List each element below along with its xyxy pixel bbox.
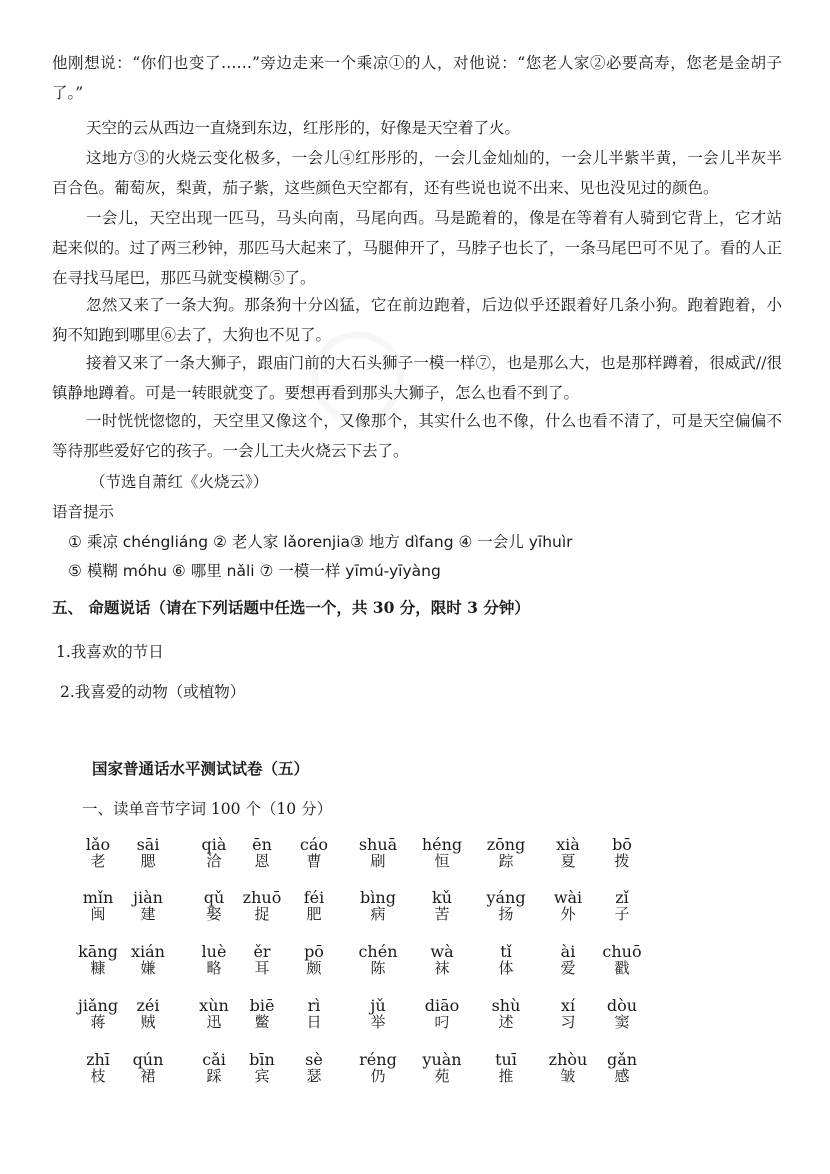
- syllable-character: 鳖: [254, 1013, 270, 1031]
- syllable-pinyin: biē: [249, 996, 275, 1015]
- syllable-cell: [118, 1051, 178, 1085]
- test-title: 国家普通话水平测试试卷（五）: [92, 759, 310, 778]
- syllable-pinyin: jiǎng: [77, 996, 119, 1015]
- syllable-character: 建: [140, 905, 156, 923]
- syllable-cell: [412, 836, 472, 870]
- syllable-pinyin: sāi: [136, 835, 160, 854]
- syllable-pinyin: xí: [560, 996, 576, 1015]
- syllable-pinyin: chén: [358, 942, 398, 961]
- syllable-cell: [348, 943, 408, 977]
- syllable-pinyin: bō: [612, 835, 632, 854]
- syllable-pinyin: dòu: [606, 996, 638, 1015]
- syllable-cell: [232, 1051, 292, 1085]
- syllable-character: 略: [206, 959, 222, 977]
- syllable-cell: [538, 1051, 598, 1085]
- syllable-character: 感: [614, 1067, 630, 1085]
- syllable-pinyin: qià: [201, 835, 227, 854]
- syllable-character: 外: [560, 905, 576, 923]
- syllable-character: 枝: [90, 1067, 106, 1085]
- syllable-character: 刷: [370, 852, 386, 870]
- syllable-pinyin: xùn: [199, 996, 229, 1015]
- syllable-pinyin: zhī: [86, 1050, 110, 1069]
- syllable-character: 袜: [434, 959, 450, 977]
- syllable-cell: [118, 997, 178, 1031]
- syllable-character: 肥: [306, 905, 322, 923]
- syllable-character: 曹: [306, 852, 322, 870]
- syllable-cell: [592, 889, 652, 923]
- syllable-cell: [348, 889, 408, 923]
- syllable-cell: [592, 836, 652, 870]
- syllable-pinyin: mǐn: [82, 888, 114, 907]
- passage-paragraph-5: 忽然又来了一条大狗。那条狗十分凶猛，它在前边跑着，后边似乎还跟着好几条小狗。跑着跑着，小狗不知跑到哪里⑥去了，大狗也不见了。: [52, 296, 782, 344]
- syllable-pinyin: pō: [304, 942, 324, 961]
- syllable-character: 腮: [140, 852, 156, 870]
- syllable-cell: [232, 889, 292, 923]
- syllable-pinyin: jǔ: [370, 996, 386, 1015]
- syllable-pinyin: féi: [303, 888, 325, 907]
- syllable-cell: [538, 889, 598, 923]
- syllable-character: 仍: [370, 1067, 386, 1085]
- syllable-pinyin: lǎo: [85, 835, 111, 854]
- syllable-pinyin: cáo: [299, 835, 329, 854]
- syllable-character: 习: [560, 1013, 576, 1031]
- syllable-cell: [284, 943, 344, 977]
- syllable-character: 叼: [434, 1013, 450, 1031]
- syllable-cell: [118, 889, 178, 923]
- syllable-character: 颇: [306, 959, 322, 977]
- syllable-character: 子: [614, 905, 630, 923]
- syllable-character: 苑: [434, 1067, 450, 1085]
- syllable-cell: [592, 1051, 652, 1085]
- syllable-character: 蒋: [90, 1013, 106, 1031]
- syllable-pinyin: chuō: [602, 942, 642, 961]
- syllable-pinyin: zhòu: [548, 1050, 588, 1069]
- syllable-pinyin: tǐ: [500, 942, 512, 961]
- syllable-character: 病: [370, 905, 386, 923]
- syllable-cell: [348, 1051, 408, 1085]
- passage-paragraph-7: 一时恍恍惚惚的，天空里又像这个，又像那个，其实什么也不像，什么也看不清了，可是天空偏偏不等待那些爱好它的孩子。一会儿工夫火烧云下去了。: [52, 412, 782, 460]
- syllable-cell: [412, 943, 472, 977]
- syllable-character: 皱: [560, 1067, 576, 1085]
- syllable-pinyin: zǐ: [615, 888, 629, 907]
- syllable-cell: [118, 943, 178, 977]
- syllable-pinyin: héng: [421, 835, 463, 854]
- syllable-cell: [284, 889, 344, 923]
- syllable-cell: [232, 997, 292, 1031]
- syllable-pinyin: ěr: [253, 942, 271, 961]
- syllable-character: 踩: [206, 1067, 222, 1085]
- syllable-character: 扬: [498, 905, 514, 923]
- part-1-heading: 一、读单音节字词 100 个（10 分）: [82, 800, 333, 818]
- syllable-pinyin: zhuō: [242, 888, 282, 907]
- passage-paragraph-1: 他刚想说：“你们也变了……”旁边走来一个乘凉①的人，对他说：“您老人家②必要高寿，您老是金胡子了。”: [52, 54, 782, 102]
- syllable-character: 推: [498, 1067, 514, 1085]
- syllable-pinyin: cǎi: [202, 1050, 226, 1069]
- syllable-character: 夏: [560, 852, 576, 870]
- syllable-pinyin: jiàn: [133, 888, 163, 907]
- syllable-pinyin: wà: [430, 942, 454, 961]
- syllable-cell: [476, 943, 536, 977]
- syllable-pinyin: xián: [131, 942, 165, 961]
- syllable-pinyin: yáng: [486, 888, 526, 907]
- syllable-pinyin: kāng: [78, 942, 118, 961]
- syllable-character: 糠: [90, 959, 106, 977]
- syllable-pinyin: xià: [556, 835, 580, 854]
- syllable-character: 爱: [560, 959, 576, 977]
- syllable-pinyin: tuī: [495, 1050, 517, 1069]
- syllable-character: 洽: [206, 852, 222, 870]
- syllable-character: 苦: [434, 905, 450, 923]
- syllable-character: 闽: [90, 905, 106, 923]
- syllable-pinyin: qún: [132, 1050, 164, 1069]
- pronunciation-row-2: ⑤ 模糊 móhu ⑥ 哪里 nǎli ⑦ 一模一样 yīmú-yīyàng: [68, 562, 441, 580]
- syllable-character: 恒: [434, 852, 450, 870]
- syllable-pinyin: kǔ: [432, 888, 452, 907]
- syllable-pinyin: shuā: [358, 835, 398, 854]
- syllable-character: 嫌: [140, 959, 156, 977]
- syllable-character: 娶: [206, 905, 222, 923]
- syllable-character: 日: [306, 1013, 322, 1031]
- passage-paragraph-4: 一会儿，天空出现一匹马，马头向南，马尾向西。马是跪着的，像是在等着有人骑到它背上，它才站起来似的。过了两三秒钟，那匹马大起来了，马腿伸开了，马脖子也长了，一条马尾巴可不见了。看的人正在寻找马尾巴，那匹马就变模糊⑤了。: [52, 209, 782, 287]
- syllable-pinyin: réng: [359, 1050, 397, 1069]
- syllable-character: 拨: [614, 852, 630, 870]
- syllable-pinyin: diāo: [424, 996, 460, 1015]
- syllable-pinyin: bìng: [360, 888, 396, 907]
- syllable-cell: [412, 997, 472, 1031]
- passage-paragraph-6: 接着又来了一条大狮子，跟庙门前的大石头狮子一模一样⑦，也是那么大，也是那样蹲着，很威武//很镇静地蹲着。可是一转眼就变了。要想再看到那头大狮子，怎么也看不到了。: [52, 354, 782, 402]
- passage-source: （节选自萧红《火烧云》）: [90, 473, 269, 491]
- syllable-pinyin: sè: [305, 1050, 323, 1069]
- syllable-character: 恩: [254, 852, 270, 870]
- syllable-character: 戳: [614, 959, 630, 977]
- syllable-character: 老: [90, 852, 106, 870]
- syllable-pinyin: gǎn: [606, 1050, 638, 1069]
- syllable-cell: [412, 889, 472, 923]
- syllable-cell: [476, 997, 536, 1031]
- syllable-pinyin: zōng: [486, 835, 526, 854]
- syllable-pinyin: yuàn: [422, 1050, 462, 1069]
- syllable-character: 宾: [254, 1067, 270, 1085]
- syllable-character: 迅: [206, 1013, 222, 1031]
- passage-paragraph-2: 天空的云从西边一直烧到东边，红彤彤的，好像是天空着了火。: [86, 119, 521, 137]
- syllable-character: 捉: [254, 905, 270, 923]
- syllable-cell: [412, 1051, 472, 1085]
- syllable-pinyin: wài: [553, 888, 583, 907]
- syllable-cell: [592, 943, 652, 977]
- syllable-cell: [592, 997, 652, 1031]
- syllable-pinyin: ài: [560, 942, 576, 961]
- syllable-cell: [538, 943, 598, 977]
- syllable-cell: [284, 1051, 344, 1085]
- syllable-cell: [232, 836, 292, 870]
- syllable-cell: [538, 997, 598, 1031]
- syllable-cell: [232, 943, 292, 977]
- syllable-cell: [348, 836, 408, 870]
- syllable-cell: [118, 836, 178, 870]
- pronunciation-title: 语音提示: [52, 503, 115, 521]
- syllable-character: 窦: [614, 1013, 630, 1031]
- pronunciation-row-1: ① 乘凉 chéngliáng ② 老人家 lǎorenjia③ 地方 dìfang ④ 一会儿 yīhuìr: [68, 533, 573, 551]
- syllable-pinyin: ēn: [252, 835, 272, 854]
- passage-paragraph-3: 这地方③的火烧云变化极多，一会儿④红彤彤的，一会儿金灿灿的，一会儿半紫半黄，一会儿半灰半百合色。葡萄灰，梨黄，茄子紫，这些颜色天空都有，还有些说也说不出来、见也没见过的颜色。: [52, 149, 782, 197]
- syllable-character: 举: [370, 1013, 386, 1031]
- syllable-character: 耳: [254, 959, 270, 977]
- syllable-character: 裙: [140, 1067, 156, 1085]
- topic-1: 1.我喜欢的节日: [56, 643, 164, 661]
- syllable-pinyin: rì: [307, 996, 321, 1015]
- syllable-cell: [476, 889, 536, 923]
- syllable-cell: [284, 836, 344, 870]
- topic-2: 2.我喜爱的动物（或植物）: [60, 683, 246, 701]
- syllable-cell: [538, 836, 598, 870]
- syllable-pinyin: luè: [201, 942, 227, 961]
- syllable-pinyin: zéi: [136, 996, 160, 1015]
- syllable-character: 瑟: [306, 1067, 322, 1085]
- syllable-pinyin: shù: [491, 996, 521, 1015]
- syllable-pinyin: qǔ: [203, 888, 225, 907]
- syllable-character: 述: [498, 1013, 514, 1031]
- syllable-character: 体: [498, 959, 514, 977]
- syllable-cell: [476, 836, 536, 870]
- syllable-character: 陈: [370, 959, 386, 977]
- syllable-cell: [348, 997, 408, 1031]
- syllable-cell: [284, 997, 344, 1031]
- section-5-heading: 五、 命题说话（请在下列话题中任选一个，共 30 分，限时 3 分钟）: [52, 598, 530, 617]
- syllable-character: 贼: [140, 1013, 156, 1031]
- syllable-pinyin: bīn: [249, 1050, 275, 1069]
- syllable-character: 踪: [498, 852, 514, 870]
- syllable-cell: [476, 1051, 536, 1085]
